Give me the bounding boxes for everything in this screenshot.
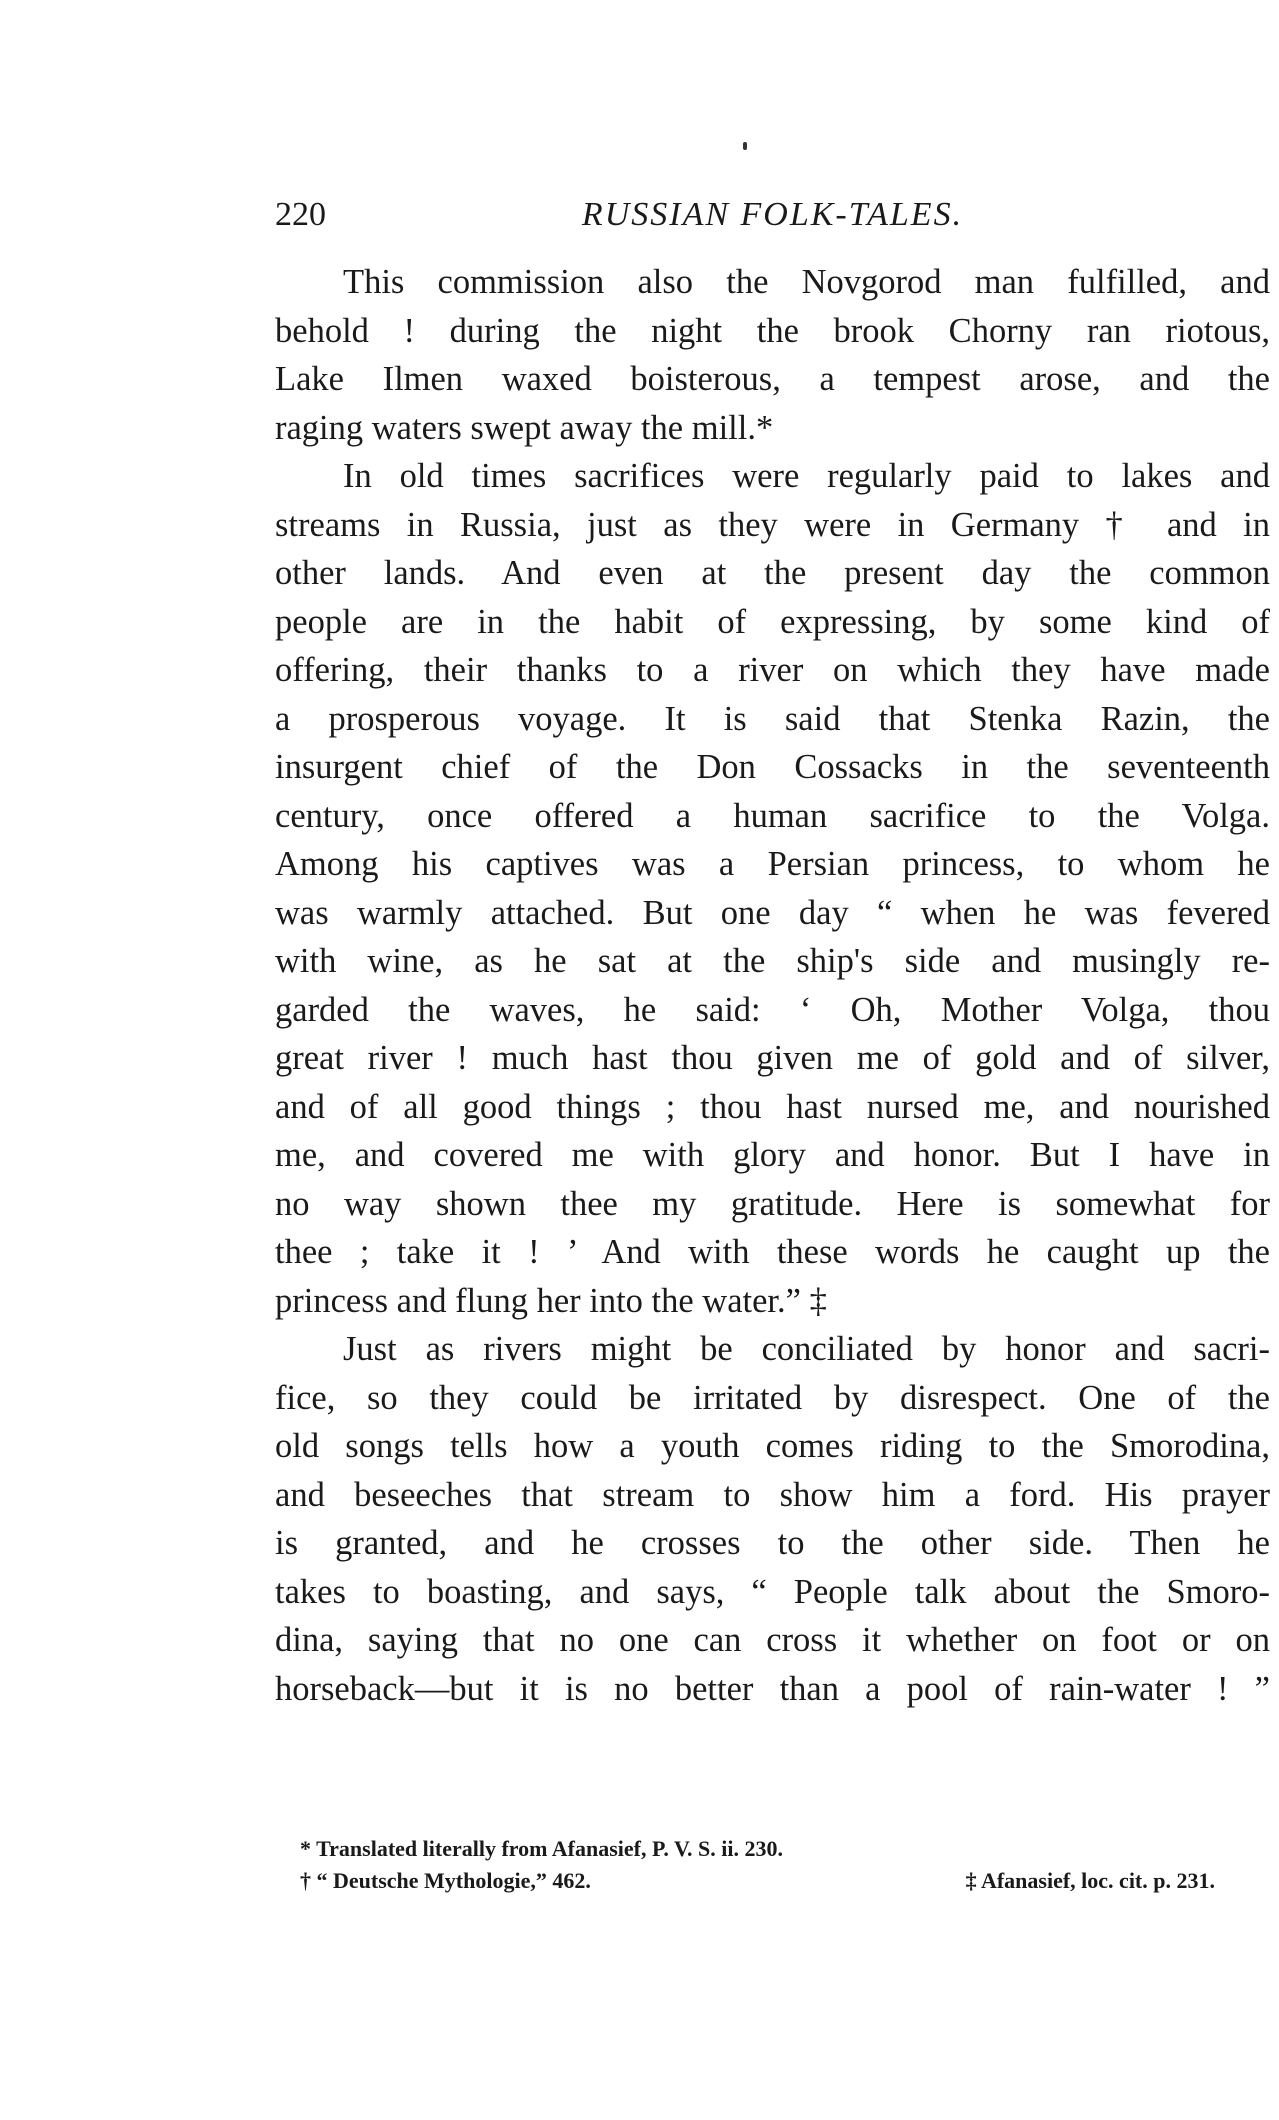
text-line: takes to boasting, and says, “ People talk about the Smoro- [275, 1572, 1270, 1611]
text-line: dina, saying that no one can cross it whether on foot or on [275, 1621, 1270, 1659]
text-line: no way shown thee my gratitude. Here is somewhat for [275, 1184, 1270, 1223]
text-line: me, and covered me with glory and honor. But I have in [275, 1136, 1270, 1174]
text-line: other lands. And even at the present day the common [275, 554, 1270, 592]
text-line: century, once offered a human sacrifice to the Volga. [275, 796, 1270, 835]
text-line: is granted, and he crosses to the other side. Then he [275, 1524, 1270, 1562]
text-line: garded the waves, he said: ‘ Oh, Mother Volga, thou [275, 990, 1270, 1029]
page-header [275, 196, 1270, 246]
text-line: was warmly attached. But one day “ when he was fevered [275, 893, 1270, 932]
text-line: This commission also the Novgorod man fulfilled, and [343, 263, 1270, 301]
footnote: † “ Deutsche Mythologie,” 462. [300, 1868, 591, 1893]
text-line: and of all good things ; thou hast nursed me, and nourished [275, 1087, 1270, 1126]
text-line: horseback—but it is no better than a pool of rain-water ! ” [275, 1669, 1270, 1708]
text-line: a prosperous voyage. It is said that Stenka Razin, the [275, 699, 1270, 738]
running-title: RUSSIAN FOLK-TALES. [581, 196, 964, 233]
text-line: offering, their thanks to a river on which they have made [275, 651, 1270, 689]
footnote: * Translated literally from Afanasief, P. V. S. ii. 230. [300, 1836, 784, 1861]
text-line: with wine, as he sat at the ship's side and musingly re- [275, 942, 1270, 980]
text-line: great river ! much hast thou given me of gold and of silver, [275, 1039, 1270, 1077]
text-line: Among his captives was a Persian princess, to whom he [275, 845, 1270, 883]
text-line: princess and flung her into the water.” ‡ [275, 1281, 827, 1320]
text-line: and beseeches that stream to show him a ford. His prayer [275, 1475, 1270, 1514]
text-line: fice, so they could be irritated by disrespect. One of the [275, 1378, 1270, 1417]
text-line: people are in the habit of expressing, by some kind of [275, 602, 1270, 641]
ink-speck [743, 142, 747, 150]
footnote: ‡ Afanasief, loc. cit. p. 231. [965, 1868, 1215, 1893]
page-number: 220 [275, 196, 326, 233]
footnote-row [300, 1866, 1270, 1898]
text-line: raging waters swept away the mill.* [275, 408, 774, 447]
text-line: Just as rivers might be conciliated by honor and sacri- [343, 1330, 1270, 1368]
text-line: old songs tells how a youth comes riding to the Smorodina, [275, 1427, 1270, 1465]
text-line: insurgent chief of the Don Cossacks in the seventeenth [275, 748, 1270, 786]
footnotes [300, 1834, 1270, 1898]
text-line: behold ! during the night the brook Chorny ran riotous, [275, 311, 1270, 350]
text-line: thee ; take it ! ’ And with these words he caught up the [275, 1233, 1270, 1271]
text-line: In old times sacrifices were regularly paid to lakes and [343, 457, 1270, 495]
text-line: Lake Ilmen waxed boisterous, a tempest arose, and the [275, 360, 1270, 398]
text-line: streams in Russia, just as they were in Germany † and in [275, 505, 1270, 544]
body-text [275, 258, 1270, 1713]
